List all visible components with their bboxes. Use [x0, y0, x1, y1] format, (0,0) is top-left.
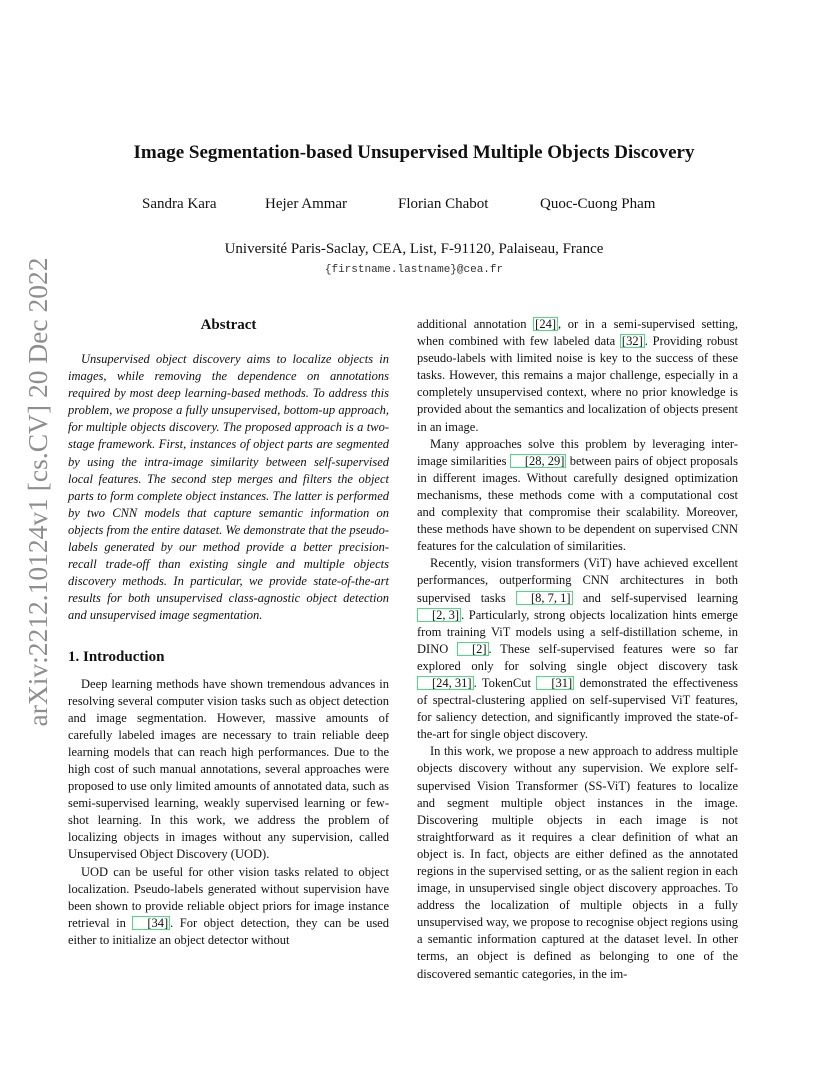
paragraph-text: UOD can be useful for other vision tasks related to object localization. Pseudo-labels generated without supervision have been shown to provide reliable object priors for image instance retrieval in [68, 864, 389, 930]
paragraph-text: demonstrated the effectiveness of spectral-clustering applied on self-supervised ViT features, for saliency detection, and significantly improved the state-of-the-art for single object discovery. [417, 675, 738, 742]
introduction-heading: 1. Introduction [68, 648, 165, 665]
citation-link[interactable]: [2] [457, 642, 489, 656]
author-list [0, 196, 828, 216]
citation-link[interactable]: [8, 7, 1] [516, 591, 573, 605]
paragraph-text: . Providing robust pseudo-labels with limited noise is key to the success of these tasks. However, this remains a major challenge, especially in a completely unsupervised context, where no prior knowledge is provided about the semantics and localization of objects present in an image. [417, 334, 738, 434]
paragraph-text: , or in a semi-supervised setting, when combined with few labeled data [417, 317, 738, 349]
citation-link[interactable]: [34] [132, 916, 170, 930]
paragraph-text: . TokenCut [473, 675, 537, 690]
right-paragraph-2 [417, 436, 738, 556]
author-4: Quoc-Cuong Pham [540, 196, 656, 212]
paragraph-text: Recently, vision transformers (ViT) have achieved excellent performances, outperforming CNN architectures in both supervised tasks [417, 556, 738, 605]
paper-title: Image Segmentation-based Unsupervised Multiple Objects Discovery [133, 142, 695, 163]
left-column [68, 316, 389, 949]
citation-link[interactable]: [2, 3] [417, 608, 461, 622]
paragraph-text: . Particularly, strong objects localization hints emerge from training ViT models using a self-distillation scheme, in DINO [417, 607, 738, 656]
paragraph-text: . For object detection, they can be used either to initialize an object detector without [68, 915, 389, 947]
citation-link[interactable]: [24, 31] [417, 676, 474, 690]
right-paragraph-3 [417, 555, 738, 743]
affiliation: Université Paris-Saclay, CEA, List, F-91120, Palaiseau, France [224, 241, 604, 257]
intro-paragraph-1: Deep learning methods have shown tremendous advances in resolving several computer vision tasks such as object detection and image segmentation. However, massive amounts of carefully labeled images are necessary to train reliable deep learning models that can reach high performances. Due to the high cost of such manual annotations, several approaches were proposed to use only limited amounts of annotated data, such as semi-supervised learning, weakly supervised learning or few-shot learning. In this work, we address the problem of localizing objects in images without any supervision, called Unsupervised Object Discovery (UOD). [68, 676, 389, 862]
citation-link[interactable]: [32] [621, 334, 643, 349]
citation-link[interactable]: [24] [535, 317, 556, 331]
paragraph-text: . These self-supervised features were so far explored only for solving single object discovery task [417, 641, 738, 673]
arxiv-stamp-text: arXiv:2212.10124v1 [cs.CV] 20 Dec 2022 [22, 257, 53, 727]
right-column [417, 316, 738, 983]
author-1: Sandra Kara [142, 196, 217, 212]
paragraph-text: additional annotation [417, 317, 534, 331]
right-paragraph-4: In this work, we propose a new approach to address multiple objects discovery without any supervision. We explore self-supervised Vision Transformer (SS-ViT) features to localize and segment multiple object instances in the image. Discovering multiple objects in each image is not straightforward as it requires a clear definition of what an object is. In fact, objects are either defined as the annotated regions in the supervised setting, or as the salient region in each image, in unsupervised single object discovery approaches. To address the localization of multiple objects in a fully unsupervised way, we propose to recognise object regions using a semantic information captured at the dataset level. In other terms, an object is defined as belonging to one of the discovered semantic categories, in the im- [417, 744, 738, 981]
author-email: {firstname.lastname}@cea.fr [324, 264, 504, 276]
right-paragraph-1 [417, 316, 738, 436]
citation-link[interactable]: [28, 29] [510, 454, 567, 468]
citation-link[interactable]: [31] [536, 676, 574, 690]
abstract-text: Unsupervised object discovery aims to localize objects in images, while removing the dependence on annotations required by most deep learning-based methods. To address this problem, we propose a fully unsupervised, bottom-up approach, for multiple objects discovery. The proposed approach is a two-stage framework. First, instances of object parts are segmented by using the intra-image similarity between self-supervised local features. The second step merges and filters the object parts to form complete object instances. The latter is performed by two CNN models that capture semantic information on objects from the entire dataset. We demonstrate that the pseudo-labels generated by our method provide a better precision-recall trade-off than existing single and multiple objects discovery methods. In particular, we provide state-of-the-art results for both unsupervised class-agnostic object detection and unsupervised image segmentation. [68, 352, 389, 623]
author-3: Florian Chabot [398, 196, 489, 212]
abstract-heading: Abstract [200, 317, 257, 333]
paragraph-text: Many approaches solve this problem by leveraging inter-image similarities [417, 436, 738, 468]
paragraph-text: and self-supervised learning [572, 590, 738, 605]
author-2: Hejer Ammar [265, 196, 348, 212]
intro-paragraph-2 [68, 864, 389, 949]
arxiv-stamp [18, 257, 58, 727]
paragraph-text: between pairs of object proposals in different images. Without carefully designed optimization mechanisms, these methods come with a computational cost and complexity that compromise their scalability. Moreover, these methods have shown to be dependent on supervised CNN features for the calculation of similarities. [417, 453, 738, 554]
